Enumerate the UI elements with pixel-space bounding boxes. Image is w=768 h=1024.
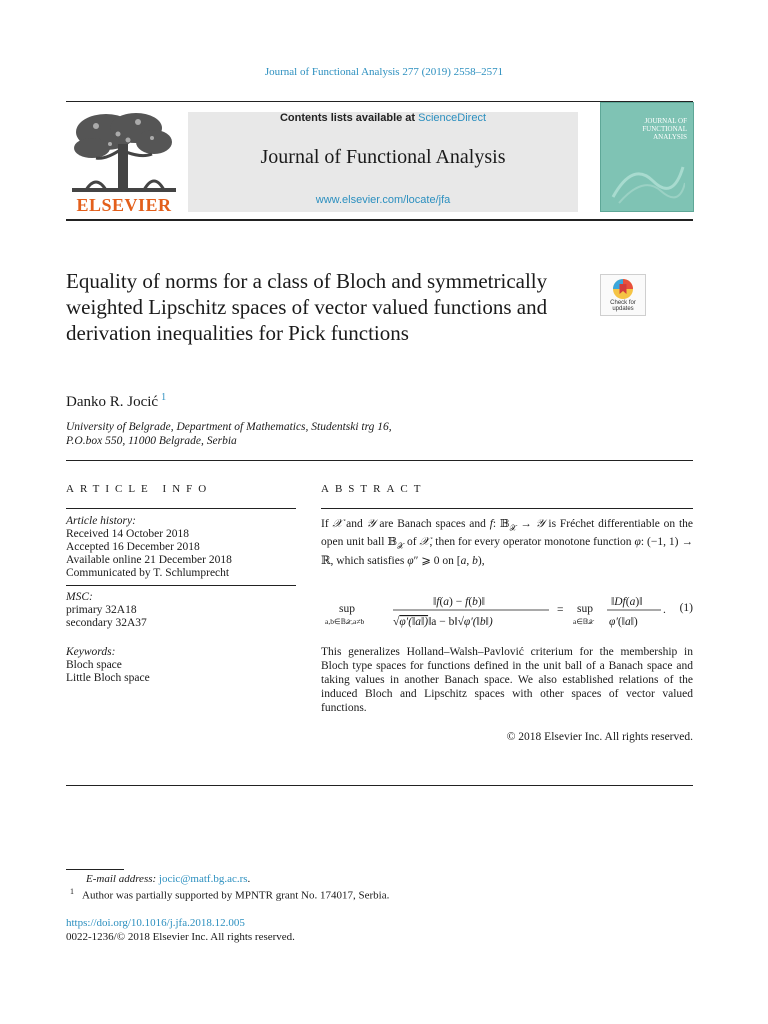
svg-text:sup: sup xyxy=(339,603,355,615)
check-for-updates-button[interactable] xyxy=(600,274,646,316)
footnote-email: E-mail address: jocic@matf.bg.ac.rs. xyxy=(86,873,251,885)
grant-footnote-mark: 1 xyxy=(70,887,74,896)
sciencedirect-link[interactable]: ScienceDirect xyxy=(418,112,487,124)
swirl-graphic-icon xyxy=(609,157,685,205)
tree-icon xyxy=(66,108,182,194)
abstract-rule xyxy=(321,508,693,509)
equation-1 xyxy=(321,592,693,632)
history-label: Article history: xyxy=(66,515,136,527)
affiliation-line: P.O.box 550, 11000 Belgrade, Serbia xyxy=(66,435,237,447)
check-updates-label: Check for updates xyxy=(610,300,636,312)
author-line xyxy=(66,392,166,411)
history-item: Available online 21 December 2018 xyxy=(66,554,232,566)
abstract-paragraph: This generalizes Holland–Walsh–Pavlović criterium for the membership in Bloch type spaces for functions defined in the unit ball of a Banach space and taking values in another Banach space. We also established relations of the induced Bloch and Lipschitz spaces with other spaces of vector valued functions. xyxy=(321,646,693,714)
footnote-grant xyxy=(70,887,389,902)
email-label: E-mail address: xyxy=(86,873,157,885)
abstract-heading: ABSTRACT xyxy=(321,483,427,495)
keyword-item: Bloch space xyxy=(66,659,122,671)
journal-name: Journal of Functional Analysis xyxy=(260,146,506,168)
svg-text:a,b∈𝔹𝒳,a≠b: a,b∈𝔹𝒳,a≠b xyxy=(325,617,365,626)
header-bottom-rule xyxy=(66,219,693,221)
svg-text:‖Df(a)‖: ‖Df(a)‖ xyxy=(611,596,643,608)
svg-text:a∈𝔹𝒳: a∈𝔹𝒳 xyxy=(573,617,594,626)
elsevier-wordmark: ELSEVIER xyxy=(76,195,172,215)
svg-text:√φ′(‖a‖)‖a − b‖√φ′(‖b‖): √φ′(‖a‖)‖a − b‖√φ′(‖b‖) xyxy=(393,616,493,628)
divider-rule xyxy=(66,460,693,461)
header-top-rule xyxy=(66,101,693,102)
doi-link[interactable]: https://doi.org/10.1016/j.jfa.2018.12.005 xyxy=(66,917,245,929)
cover-title: JOURNAL OF FUNCTIONAL ANALYSIS xyxy=(642,117,687,141)
msc-codes xyxy=(66,591,296,630)
author-footnote-mark[interactable]: 1 xyxy=(161,392,167,403)
keywords-label: Keywords: xyxy=(66,646,116,658)
abstract-paragraph: If 𝒳 and 𝒴 are Banach spaces and f: 𝔹$_𝒳$ → 𝒴 is Fréchet differentiable on the open unit ball 𝔹$_𝒳$ of 𝒳, then for every operator monotone function φ: (−1, 1) → ℝ, which satisfies φ″ ⩾ 0 on [a, b), xyxy=(321,518,694,567)
footnote-rule xyxy=(66,869,124,870)
msc-item: primary 32A18 xyxy=(66,604,137,616)
article-info-rule xyxy=(66,585,296,586)
contents-prefix: Contents lists available at xyxy=(279,112,416,124)
article-info-rule xyxy=(66,508,296,509)
issn-copyright: 0022-1236/© 2018 Elsevier Inc. All rights reserved. xyxy=(66,931,295,943)
elsevier-logo[interactable] xyxy=(66,108,182,216)
keywords xyxy=(66,646,296,685)
article-history xyxy=(66,515,296,580)
author-name: Danko R. Jocić xyxy=(66,394,159,410)
history-item: Communicated by T. Schlumprecht xyxy=(66,567,230,579)
journal-masthead xyxy=(188,112,578,212)
history-item: Received 14 October 2018 xyxy=(66,528,189,540)
affiliation-line: University of Belgrade, Department of Mathematics, Studentski trg 16, xyxy=(66,421,392,433)
svg-text:φ′(‖a‖): φ′(‖a‖) xyxy=(609,616,638,628)
svg-text:‖f(a) − f(b)‖: ‖f(a) − f(b)‖ xyxy=(433,596,485,608)
history-item: Accepted 16 December 2018 xyxy=(66,541,200,553)
svg-text:=: = xyxy=(557,604,564,616)
keyword-item: Little Bloch space xyxy=(66,672,150,684)
contents-line xyxy=(188,112,578,124)
check-updates-icon xyxy=(612,278,634,300)
abstract-copyright: © 2018 Elsevier Inc. All rights reserved. xyxy=(506,731,693,743)
msc-label: MSC: xyxy=(66,591,93,603)
journal-url-link[interactable]: www.elsevier.com/locate/jfa xyxy=(315,194,451,206)
affiliation xyxy=(66,420,586,448)
equation-graphic xyxy=(321,592,693,632)
divider-rule xyxy=(66,785,693,786)
equation-number: (1) xyxy=(679,602,693,614)
article-info-heading: ARTICLE INFO xyxy=(66,483,213,495)
journal-cover[interactable] xyxy=(600,102,694,212)
running-head[interactable]: Journal of Functional Analysis 277 (2019) 2558–2571 xyxy=(264,66,504,78)
paper-title: Equality of norms for a class of Bloch and symmetrically weighted Lipschitz spaces of vector valued functions and derivation inequalities for Pick functions xyxy=(66,269,548,345)
svg-text:sup: sup xyxy=(577,603,593,615)
msc-item: secondary 32A37 xyxy=(66,617,147,629)
email-link[interactable]: jocic@matf.bg.ac.rs xyxy=(158,873,248,885)
grant-text: Author was partially supported by MPNTR grant No. 174017, Serbia. xyxy=(82,889,390,902)
svg-text:.: . xyxy=(663,604,666,616)
